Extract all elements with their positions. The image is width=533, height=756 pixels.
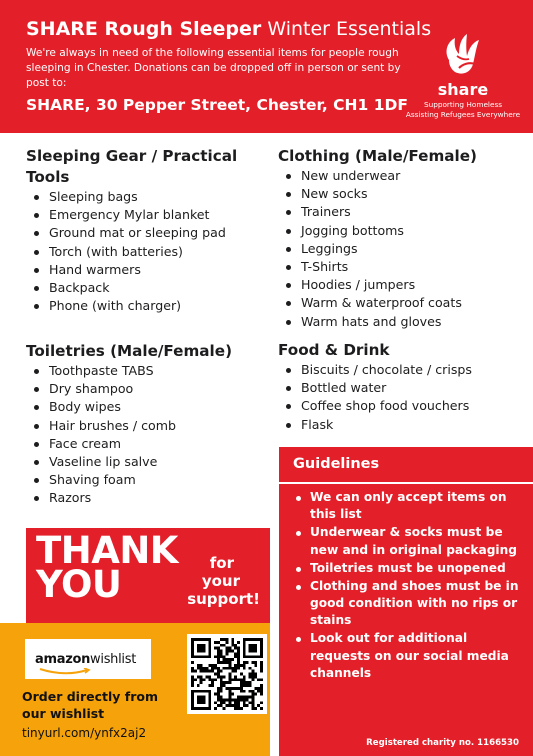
list-item: Shaving foam (26, 471, 176, 489)
guidelines-panel (279, 447, 533, 756)
list-item: Dry shampoo (26, 380, 176, 398)
list-item: T-Shirts (278, 258, 462, 276)
list-item: Backpack (26, 279, 226, 297)
list-item: Bottled water (278, 379, 472, 397)
list-item: Underwear & socks must be new and in original packaging (289, 524, 529, 559)
list-item: Torch (with batteries) (26, 243, 226, 261)
list-item: New socks (278, 185, 462, 203)
qr-code[interactable] (187, 634, 267, 714)
guidelines-title: Guidelines (293, 456, 380, 472)
list-item: Hand warmers (26, 261, 226, 279)
logo-brand: share (437, 80, 489, 99)
qr-code-image (191, 638, 263, 710)
page-title (26, 18, 431, 40)
page-title-bold: SHARE Rough Sleeper (26, 18, 262, 40)
list-item: Biscuits / chocolate / crisps (278, 361, 472, 379)
amazon-logo-text: amazon (35, 652, 91, 667)
list-item: Sleeping bags (26, 188, 226, 206)
list-item: We can only accept items on this list (289, 489, 529, 524)
for-text: for (209, 554, 234, 572)
list-item: Body wipes (26, 398, 176, 416)
intro-text: We're always in need of the following essential items for people rough sleeping in Chester. Donations can be dropped off in person or sent by post to: (26, 47, 401, 89)
list-clothing (278, 167, 462, 331)
section-title-sleeping: Sleeping Gear / Practical Tools (26, 147, 238, 186)
list-item: Face cream (26, 435, 176, 453)
list-item: Coffee shop food vouchers (278, 397, 472, 415)
list-item: Trainers (278, 203, 462, 221)
list-item: Flask (278, 416, 472, 434)
list-item: Clothing and shoes must be in good condition with no rips or stains (289, 578, 529, 630)
list-sleeping (26, 188, 226, 315)
thank-text: THANK (36, 529, 178, 572)
charity-number: Registered charity no. 1166530 (366, 738, 519, 748)
order-line-2: our wishlist (22, 705, 105, 721)
thank-you-banner (26, 528, 270, 623)
hands-icon (435, 26, 491, 82)
list-item: Emergency Mylar blanket (26, 206, 226, 224)
list-item: Toiletries must be unopened (289, 560, 529, 577)
wishlist-logo-text: wishlist (90, 652, 136, 667)
amazon-wishlist-logo[interactable] (25, 639, 151, 679)
list-item: Toothpaste TABS (26, 362, 176, 380)
list-toiletries (26, 362, 176, 508)
section-title-clothing: Clothing (Male/Female) (278, 147, 477, 165)
drop-off-address: SHARE, 30 Pepper Street, Chester, CH1 1DF (26, 96, 408, 114)
list-item: Phone (with charger) (26, 297, 226, 315)
amazon-smile-icon (39, 668, 91, 676)
list-item: Look out for additional requests on our social media channels (289, 630, 529, 682)
list-item: Leggings (278, 240, 462, 258)
order-instructions (22, 689, 158, 722)
section-title-toiletries: Toiletries (Male/Female) (26, 342, 233, 360)
list-item: Warm hats and gloves (278, 313, 462, 331)
page-title-rest: Winter Essentials (261, 18, 432, 40)
list-item: Warm & waterproof coats (278, 294, 462, 312)
order-line-1: Order directly from (22, 689, 158, 704)
logo-tagline-2: Assisting Refugees Everywhere (405, 110, 521, 119)
support-text: support! (187, 590, 260, 608)
your-text: your (201, 572, 240, 590)
list-item: Razors (26, 489, 176, 507)
list-item: Hoodies / jumpers (278, 276, 462, 294)
header-banner (0, 0, 533, 133)
list-item: Jogging bottoms (278, 222, 462, 240)
guidelines-divider (279, 482, 533, 484)
logo-tagline-1: Supporting Homeless (423, 100, 503, 109)
list-item: Ground mat or sleeping pad (26, 224, 226, 242)
wishlist-url-link[interactable]: tinyurl.com/ynfx2aj2 (22, 726, 147, 740)
list-food (278, 361, 472, 434)
list-item: New underwear (278, 167, 462, 185)
list-item: Hair brushes / comb (26, 417, 176, 435)
section-title-food: Food & Drink (278, 341, 390, 359)
you-text: YOU (36, 563, 122, 606)
list-item: Vaseline lip salve (26, 453, 176, 471)
guidelines-list (289, 489, 529, 683)
share-logo (398, 26, 528, 131)
